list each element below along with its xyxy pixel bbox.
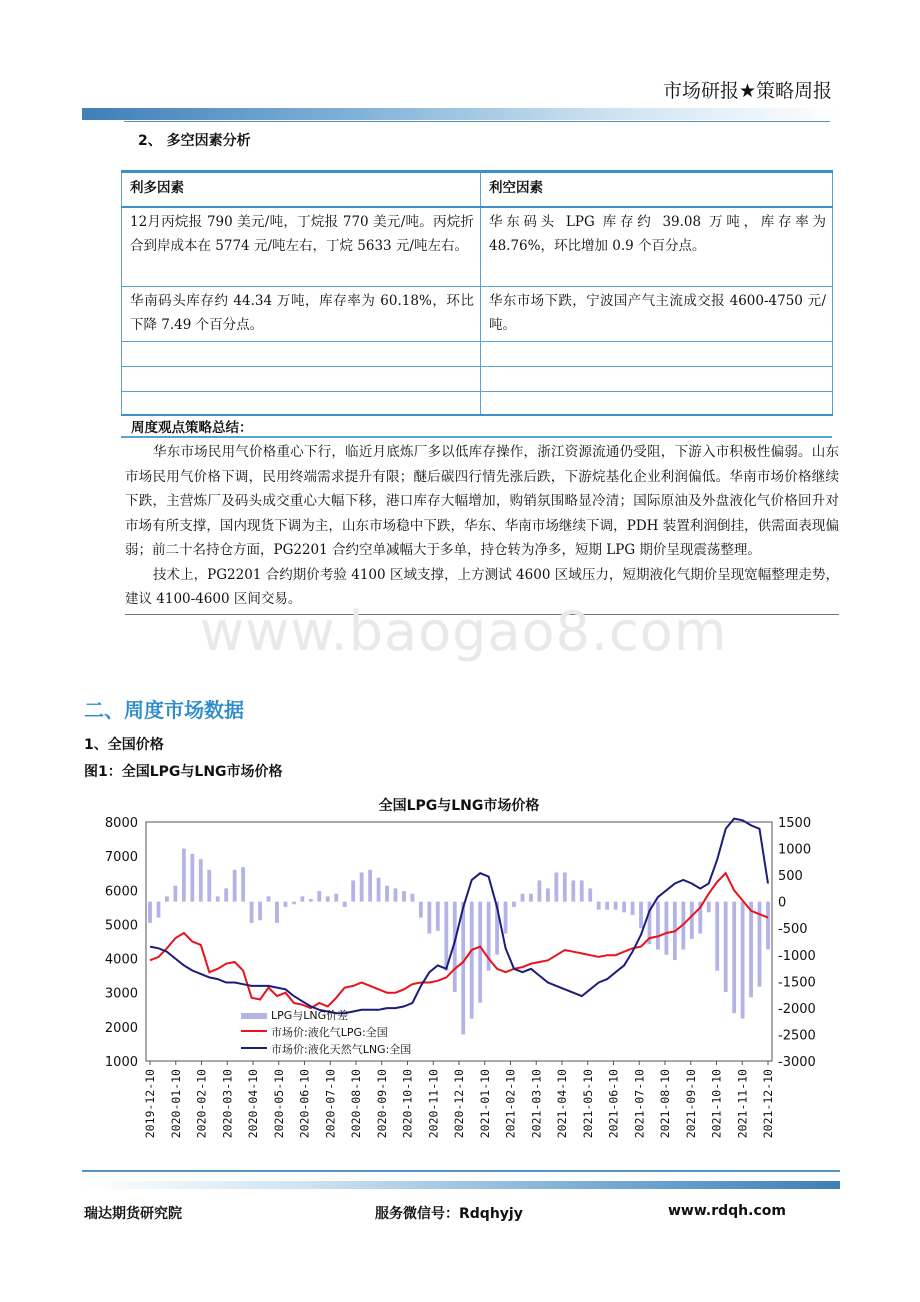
diff-bar xyxy=(571,880,575,901)
diff-bar xyxy=(233,870,237,902)
diff-bar xyxy=(199,859,203,901)
x-tick-label: 2020-10-10 xyxy=(400,1069,415,1139)
bull-header: 利多因素 xyxy=(122,172,481,208)
y-right-tick-label: -3000 xyxy=(778,1055,816,1070)
diff-bar xyxy=(588,888,592,901)
subsection-title: 1、全国价格 xyxy=(84,737,164,753)
diff-bar xyxy=(284,902,288,907)
diff-bar xyxy=(563,872,567,901)
diff-bar xyxy=(461,902,465,1035)
x-tick-label: 2021-01-10 xyxy=(477,1069,492,1139)
x-tick-label: 2021-03-10 xyxy=(529,1069,544,1139)
bear-cell: 华东市场下跌，宁波国产气主流成交报 4600-4750 元/吨。 xyxy=(481,287,833,342)
footer-website[interactable]: www.rdqh.com xyxy=(668,1203,786,1219)
empty-cell xyxy=(122,342,481,367)
diff-bar xyxy=(317,891,321,902)
diff-bar xyxy=(690,902,694,939)
diff-bar xyxy=(715,902,719,971)
y-right-tick-label: -2500 xyxy=(778,1028,816,1044)
diff-bar xyxy=(554,872,558,901)
part-title: 二、周度市场数据 xyxy=(84,698,244,722)
y-right-tick-label: -500 xyxy=(778,922,808,938)
footer-gradient-bar xyxy=(82,1181,840,1189)
summary-paragraph: 技术上，PG2201 合约期价考验 4100 区域支撑，上方测试 4600 区域压力，短期液化气期价呈现宽幅整理走势，建议 4100-4600 区间交易。 xyxy=(125,566,839,607)
y-right-tick-label: -1500 xyxy=(778,975,816,991)
diff-bar xyxy=(334,894,338,902)
diff-bar xyxy=(665,902,669,955)
bear-cell: 华东码头 LPG 库存约 39.08 万吨，库存率为 48.76%，环比增加 0.9 个百分点。 xyxy=(481,207,833,287)
x-tick-label: 2021-05-10 xyxy=(580,1069,595,1139)
figure-caption: 图1：全国LPG与LNG市场价格 xyxy=(84,764,283,780)
x-tick-label: 2021-11-10 xyxy=(735,1069,750,1139)
x-tick-label: 2021-06-10 xyxy=(606,1069,621,1139)
legend-label: 市场价:液化气LPG:全国 xyxy=(271,1026,388,1039)
y-left-tick-label: 2000 xyxy=(104,1020,138,1036)
x-tick-label: 2020-08-10 xyxy=(349,1069,363,1139)
plot-area xyxy=(146,822,772,1061)
legend-swatch-diff xyxy=(241,1013,267,1019)
y-left-tick-label: 7000 xyxy=(104,850,138,866)
diff-bar xyxy=(165,896,169,901)
diff-bar xyxy=(216,896,220,901)
x-tick-label: 2021-04-10 xyxy=(555,1069,569,1139)
y-left-tick-label: 4000 xyxy=(104,952,138,968)
diff-bar xyxy=(241,867,245,902)
diff-bar xyxy=(597,902,601,910)
factors-table xyxy=(121,170,833,416)
diff-bar xyxy=(419,902,423,918)
diff-bar xyxy=(631,902,635,915)
watermark: www.baogao8.com xyxy=(200,600,728,663)
diff-bar xyxy=(351,880,355,901)
diff-bar xyxy=(267,896,271,901)
diff-bar xyxy=(326,896,330,901)
diff-bar xyxy=(766,902,770,950)
diff-bar xyxy=(656,902,660,950)
diff-bar xyxy=(368,870,372,902)
diff-bar xyxy=(512,902,516,907)
x-tick-label: 2020-07-10 xyxy=(323,1069,338,1139)
diff-bar xyxy=(190,854,194,902)
header-gradient-bar xyxy=(82,108,840,120)
y-right-tick-label: 500 xyxy=(778,869,803,885)
diff-bar xyxy=(724,902,728,992)
x-tick-label: 2020-12-10 xyxy=(452,1069,466,1139)
x-tick-label: 2020-01-10 xyxy=(168,1069,183,1139)
diff-bar xyxy=(546,888,550,901)
footer-divider xyxy=(82,1170,840,1172)
x-tick-label: 2020-05-10 xyxy=(271,1069,286,1139)
diff-bar xyxy=(250,902,254,923)
y-left-tick-label: 1000 xyxy=(104,1055,138,1070)
diff-bar xyxy=(360,872,364,901)
y-right-tick-label: 0 xyxy=(778,895,787,911)
header-divider xyxy=(124,121,830,122)
x-tick-label: 2020-02-10 xyxy=(194,1069,209,1139)
y-left-tick-label: 6000 xyxy=(104,884,138,900)
x-tick-label: 2020-09-10 xyxy=(374,1069,389,1139)
y-right-tick-label: 1500 xyxy=(778,816,812,831)
diff-bar xyxy=(182,849,186,902)
chart-title: 全国LPG与LNG市场价格 xyxy=(378,798,540,814)
footer-institute: 瑞达期货研究院 xyxy=(84,1206,182,1222)
y-right-tick-label: -1000 xyxy=(778,948,816,964)
diff-bar xyxy=(427,902,431,934)
diff-bar xyxy=(148,902,152,923)
x-tick-label: 2020-03-10 xyxy=(220,1069,235,1139)
y-right-tick-label: 1000 xyxy=(778,842,812,858)
diff-bar xyxy=(707,902,711,913)
empty-cell xyxy=(481,342,833,367)
empty-cell xyxy=(122,367,481,392)
diff-bar xyxy=(309,899,313,902)
empty-cell xyxy=(481,367,833,392)
diff-bar xyxy=(732,902,736,1014)
diff-bar xyxy=(444,902,448,971)
legend-label: LPG与LNG价差 xyxy=(271,1009,349,1022)
x-tick-label: 2021-02-10 xyxy=(503,1069,518,1139)
diff-bar xyxy=(538,880,542,901)
diff-bar xyxy=(741,902,745,1019)
diff-bar xyxy=(402,891,406,902)
diff-bar xyxy=(470,902,474,1019)
y-left-tick-label: 3000 xyxy=(104,986,138,1002)
page-header-title: 市场研报★策略周报 xyxy=(662,80,832,102)
diff-bar xyxy=(580,880,584,901)
summary-title: 周度观点策略总结： xyxy=(121,412,832,438)
y-left-tick-label: 5000 xyxy=(104,918,138,934)
diff-bar xyxy=(614,902,618,910)
x-tick-label: 2019-12-10 xyxy=(143,1069,157,1139)
diff-bar xyxy=(343,902,347,907)
y-right-tick-label: -2000 xyxy=(778,1001,816,1017)
diff-bar xyxy=(639,902,643,929)
diff-bar xyxy=(207,870,211,902)
x-tick-label: 2021-07-10 xyxy=(632,1069,647,1139)
diff-bar xyxy=(529,894,533,902)
diff-bar xyxy=(258,902,262,921)
bull-cell: 12月丙烷报 790 美元/吨，丁烷报 770 美元/吨。丙烷折合到岸成本在 5774 元/吨左右，丁烷 5633 元/吨左右。 xyxy=(122,207,481,287)
diff-bar xyxy=(275,902,279,923)
y-left-tick-label: 8000 xyxy=(104,816,138,831)
legend-label: 市场价:液化天然气LNG:全国 xyxy=(271,1043,412,1056)
summary-paragraph: 华东市场民用气价格重心下行，临近月底炼厂多以低库存操作，浙江资源流通仍受阻，下游入市积极性偏弱。山东市场民用气价格下调，民用终端需求提升有限；醚后碳四行情先涨后跌，下游烷基化企业利润偏低。华南市场价格继续下跌，主营炼厂及码头成交重心大幅下移，港口库存大幅增加，购销氛围略显冷清；国际原油及外盘液化气价格回升对市场有所支撑，国内现货下调为主，山东市场稳中下跌，华东、华南市场继续下调，PDH 装置利润倒挂，供需面表现偏弱；前二十名持仓方面，PG2201 合约空单减幅大于多单，持仓转为净多，短期 LPG 期价呈现震荡整理。 xyxy=(125,444,839,558)
footer-wechat: 服务微信号：Rdqhyjy xyxy=(375,1206,523,1222)
diff-bar xyxy=(224,888,228,901)
diff-bar xyxy=(300,896,304,901)
diff-bar xyxy=(411,894,415,902)
diff-bar xyxy=(605,902,609,910)
summary-box xyxy=(121,412,839,615)
diff-bar xyxy=(478,902,482,1003)
x-tick-label: 2020-06-10 xyxy=(297,1069,312,1139)
diff-bar xyxy=(622,902,626,913)
x-tick-label: 2021-09-10 xyxy=(683,1069,698,1139)
diff-bar xyxy=(504,902,508,934)
diff-bar xyxy=(173,886,177,902)
diff-bar xyxy=(157,902,161,918)
diff-bar xyxy=(292,902,296,905)
x-tick-label: 2021-12-10 xyxy=(761,1069,775,1139)
x-tick-label: 2020-11-10 xyxy=(426,1069,441,1139)
diff-bar xyxy=(394,888,398,901)
x-tick-label: 2021-08-10 xyxy=(658,1069,672,1139)
diff-bar xyxy=(521,894,525,902)
x-tick-label: 2020-04-10 xyxy=(246,1069,260,1139)
bear-header: 利空因素 xyxy=(481,172,833,208)
x-tick-label: 2021-10-10 xyxy=(709,1069,724,1139)
diff-bar xyxy=(377,878,381,902)
lpg-lng-chart xyxy=(84,788,824,1163)
summary-body xyxy=(125,438,839,615)
bull-cell: 华南码头库存约 44.34 万吨，库存率为 60.18%，环比下降 7.49 个百分点。 xyxy=(122,287,481,342)
diff-bar xyxy=(436,902,440,931)
section-title-factors: 2、 多空因素分析 xyxy=(138,133,251,149)
diff-bar xyxy=(749,902,753,998)
diff-bar xyxy=(385,886,389,902)
